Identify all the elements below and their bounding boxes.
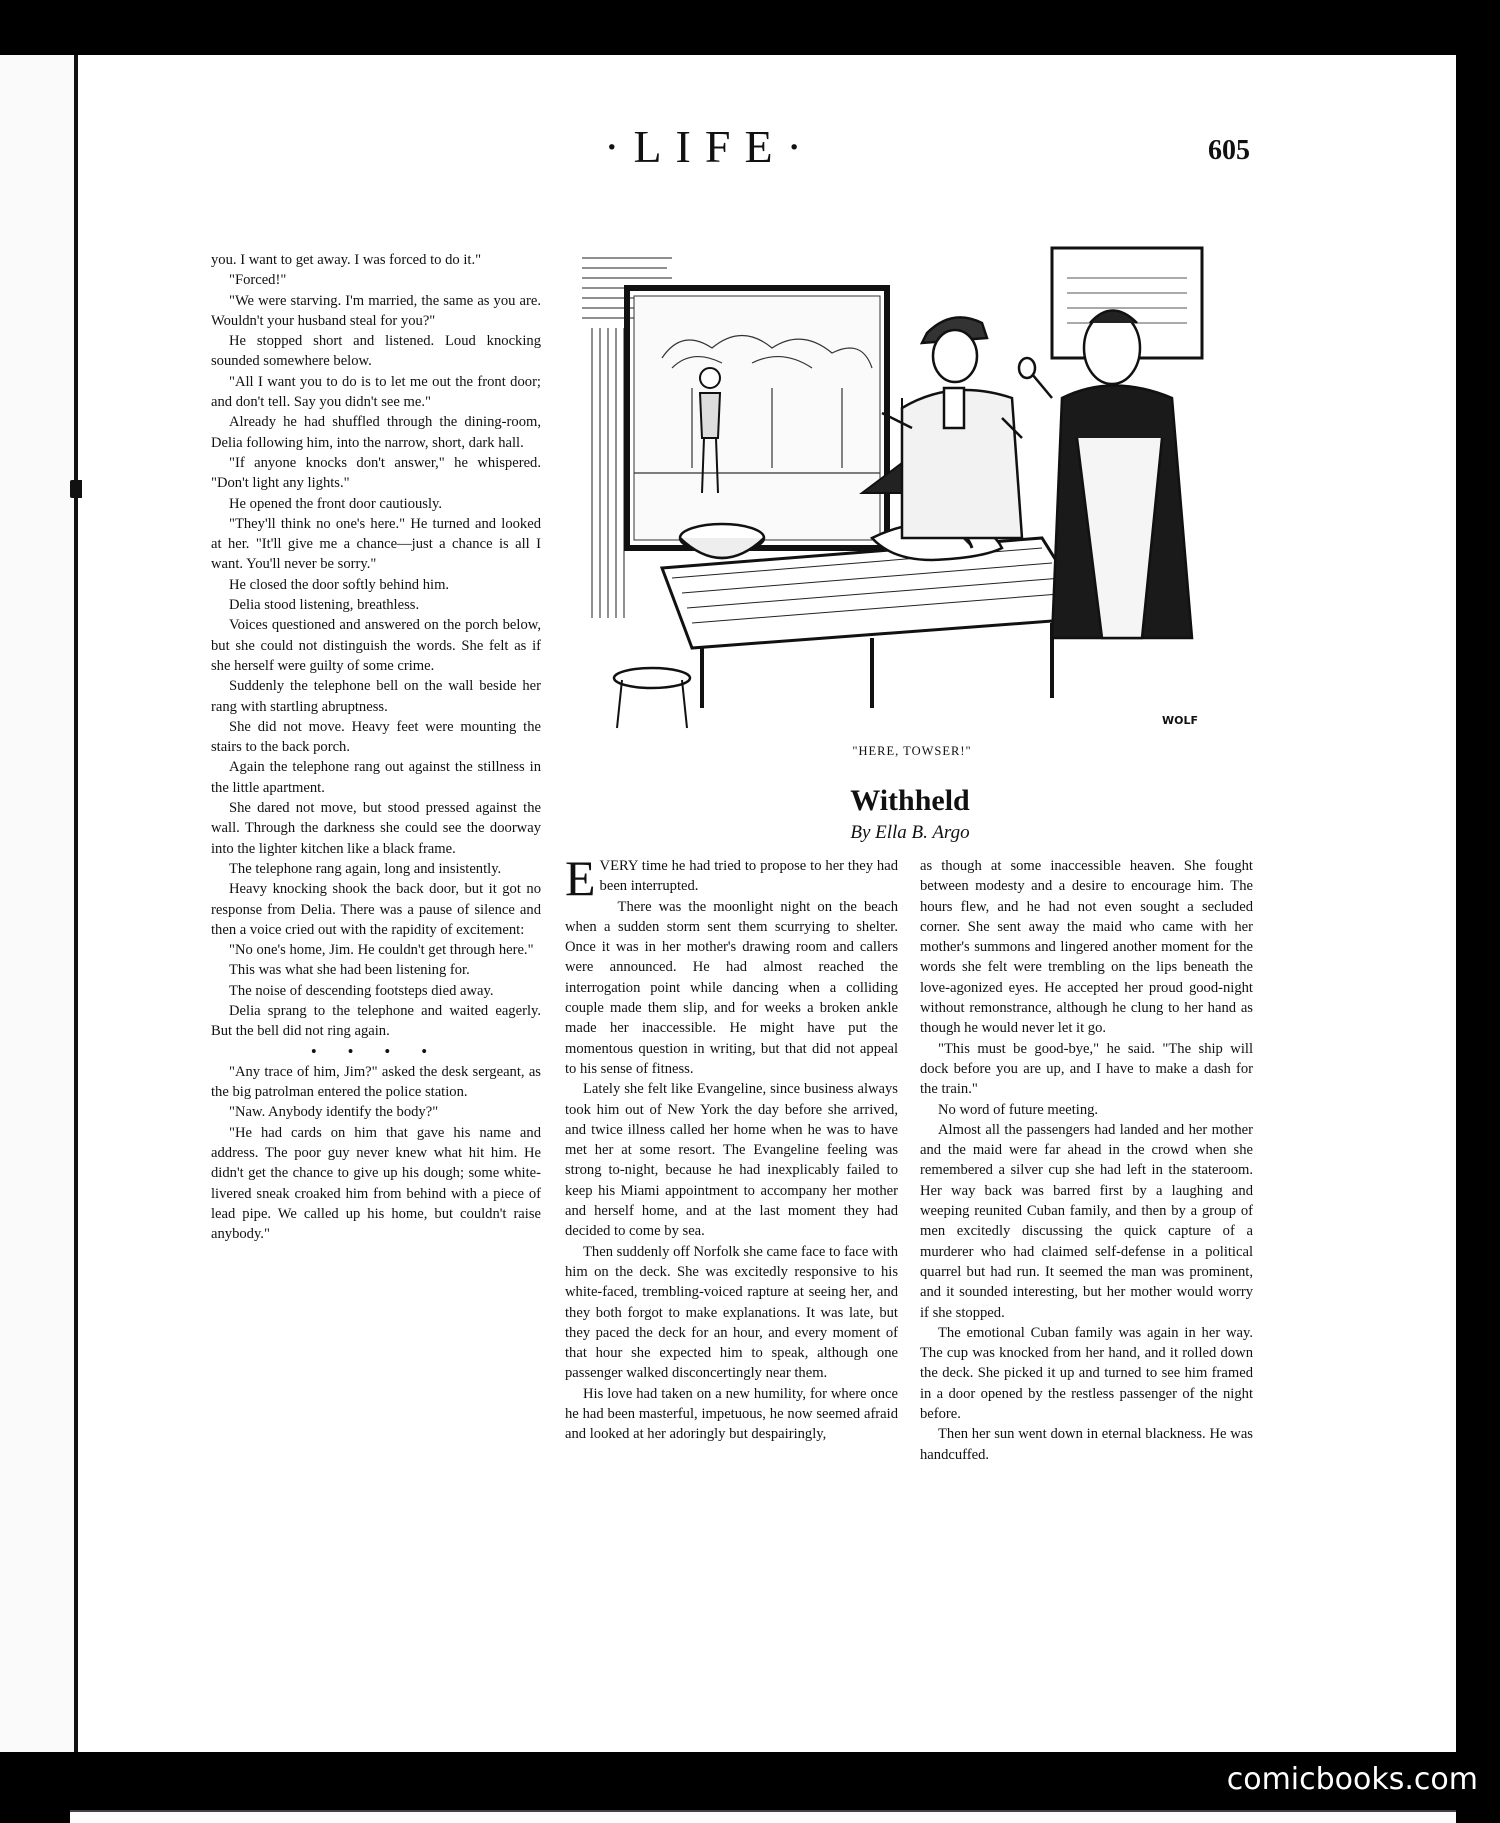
middle-column [565, 850, 898, 1445]
artist-signature: WOLF [1162, 714, 1199, 727]
paragraph: Already he had shuffled through the dining-room, Delia following him, into the narrow, short, dark hall. [211, 414, 541, 451]
paragraph: He stopped short and listened. Loud knocking sounded somewhere below. [211, 333, 541, 370]
next-page-edge [70, 1810, 1456, 1823]
left-column [211, 250, 541, 1245]
paragraph: The emotional Cuban family was again in her way. The cup was knocked from her hand, and it rolled down the deck. She picked it up and turned to see him framed in a door opened by the restless passenger of the night before. [920, 1324, 1253, 1423]
scan-border-top [0, 0, 1500, 55]
paragraph: Delia stood listening, breathless. [229, 597, 420, 614]
paragraph: His love had taken on a new humility, for where once he had been masterful, impetuous, he now seemed afraid and looked at her adoringly but despairingly, [565, 1385, 898, 1443]
illustration [572, 238, 1252, 734]
paragraph: "Naw. Anybody identify the body?" [229, 1104, 439, 1121]
paragraph: He closed the door softly behind him. [229, 576, 450, 593]
paragraph: "They'll think no one's here." He turned and looked at her. "It'll give me a chance—just a chance is all I want. You'll never be sorry." [211, 515, 541, 573]
paragraph: Lately she felt like Evangeline, since business always took him out of New York the day before she arrived, and twice illness called her home when he was to have met her at some resort. The Evangeline feeling was strong to-night, because he had inexplicably failed to keep his Miami appointment to accompany her mother and herself home, and at the last moment they had decided to come by sea. [565, 1081, 898, 1240]
paragraph: Almost all the passengers had landed and her mother and the maid were far ahead in the crowd when she remembered a silver cup she had left in the stateroom. Her way back was barred first by a laughing and weeping reunited Cuban family, and then by a group of men excitedly discussing the quick capture of a murderer who had claimed self-defense in a political quarrel but had run. It seemed the man was prominent, and it sounded interesting, but her mother would worry if she stopped. [920, 1121, 1253, 1321]
paragraph: Suddenly the telephone bell on the wall beside her rang with startling abruptness. [211, 678, 541, 715]
masthead: ·LIFE· [604, 121, 816, 172]
scan-border-right [1456, 0, 1500, 1823]
paragraph: Then her sun went down in eternal blackness. He was handcuffed. [920, 1426, 1253, 1463]
page-number: 605 [1208, 135, 1250, 166]
paragraph: The telephone rang again, long and insistently. [229, 860, 502, 877]
middle-column-paragraphs [565, 897, 898, 1445]
right-column [920, 856, 1253, 1465]
first-paragraph-text: VERY time he had tried to propose to her they had been interrupted. [599, 858, 898, 895]
story-first-paragraph [565, 850, 898, 906]
story-title: Withheld [850, 784, 970, 817]
paragraph: "All I want you to do is to let me out the front door; and don't tell. Say you didn't see me." [211, 373, 541, 411]
paragraph: Again the telephone rang out against the stillness in the little apartment. [211, 759, 541, 796]
paragraph: "Forced!" [229, 272, 287, 289]
watermark: comicbooks.com [1226, 1762, 1478, 1797]
section-separator: • • • • [311, 1043, 441, 1060]
paragraph: She did not move. Heavy feet were mounting the stairs to the back porch. [211, 718, 541, 756]
illustration-caption: "HERE, TOWSER!" [852, 744, 972, 758]
story-byline: By Ella B. Argo [850, 822, 970, 843]
left-column-after-paragraphs [211, 1062, 541, 1245]
paragraph: He opened the front door cautiously. [229, 495, 443, 512]
paragraph: No word of future meeting. [938, 1101, 1099, 1118]
paragraph: you. I want to get away. I was forced to do it." [211, 252, 482, 268]
paragraph: The noise of descending footsteps died away. [229, 982, 494, 999]
paragraph: "This must be good-bye," he said. "The ship will dock before you are up, and I have to make a dash for the train." [920, 1040, 1253, 1098]
illustration-drawing [572, 238, 1252, 734]
paragraph: Delia sprang to the telephone and waited eagerly. But the bell did not ring again. [211, 1002, 541, 1040]
paragraph: Voices questioned and answered on the porch below, but she could not distinguish the words. She felt as if she herself were guilty of some crime. [211, 617, 541, 674]
paragraph: This was what she had been listening for. [229, 962, 470, 979]
paragraph: She dared not move, but stood pressed against the wall. Through the darkness she could see the doorway into the lighter kitchen like a black frame. [211, 800, 541, 857]
paragraph: "If anyone knocks don't answer," he whispered. "Don't light any lights." [211, 454, 541, 492]
paragraph: Then suddenly off Norfolk she came face to face with him on the deck. She was excitedly responsive to his white-faced, trembling-voiced rapture at seeing her, and they both forgot to make explanations. It was late, but they paced the deck for an hour, and every moment of that hour she expected him to speak, although one passenger walked disconcertingly near them. [565, 1243, 898, 1382]
previous-page-edge [0, 55, 78, 1752]
paragraph: "He had cards on him that gave his name and address. The poor guy never knew what hit him. He didn't get the chance to give up his dough; some white-livered sneak croaked him from behind with a piece of lead pipe. We called up his home, but couldn't raise anybody." [211, 1124, 541, 1243]
paragraph: "Any trace of him, Jim?" asked the desk sergeant, as the big patrolman entered the police station. [211, 1063, 541, 1101]
paragraph: "No one's home, Jim. He couldn't get through here." [229, 942, 534, 959]
drop-cap: E [565, 850, 596, 906]
paragraph: as though at some inaccessible heaven. She fought between modesty and a desire to encourage him. The hours flew, and he had not even sought a secluded corner. She sent away the maid who came with her mother's summons and lingered another moment for the words she felt were trembling on the lips beneath the love-agonized eyes. He accepted her proud good-night without remonstrance, although he clung to her hand as though he would never let it go. [920, 858, 1253, 1037]
right-column-paragraphs [920, 856, 1253, 1465]
paragraph: Heavy knocking shook the back door, but it got no response from Delia. There was a pause of silence and then a voice cried out with the rapidity of excitement: [211, 881, 541, 938]
left-column-paragraphs [211, 250, 541, 1042]
paragraph: "We were starving. I'm married, the same as you are. Wouldn't your husband steal for you?" [211, 292, 541, 329]
paragraph: There was the moonlight night on the beach when a sudden storm sent them scurrying to shelter. Once it was in her mother's drawing room and callers were announced. He had almost reached the interrogation point while dancing when a colliding couple made them slip, and for weeks a broken ankle made her inaccessible. He might have put the momentous question in writing, but that did not appeal to his sense of fitness. [565, 898, 898, 1077]
